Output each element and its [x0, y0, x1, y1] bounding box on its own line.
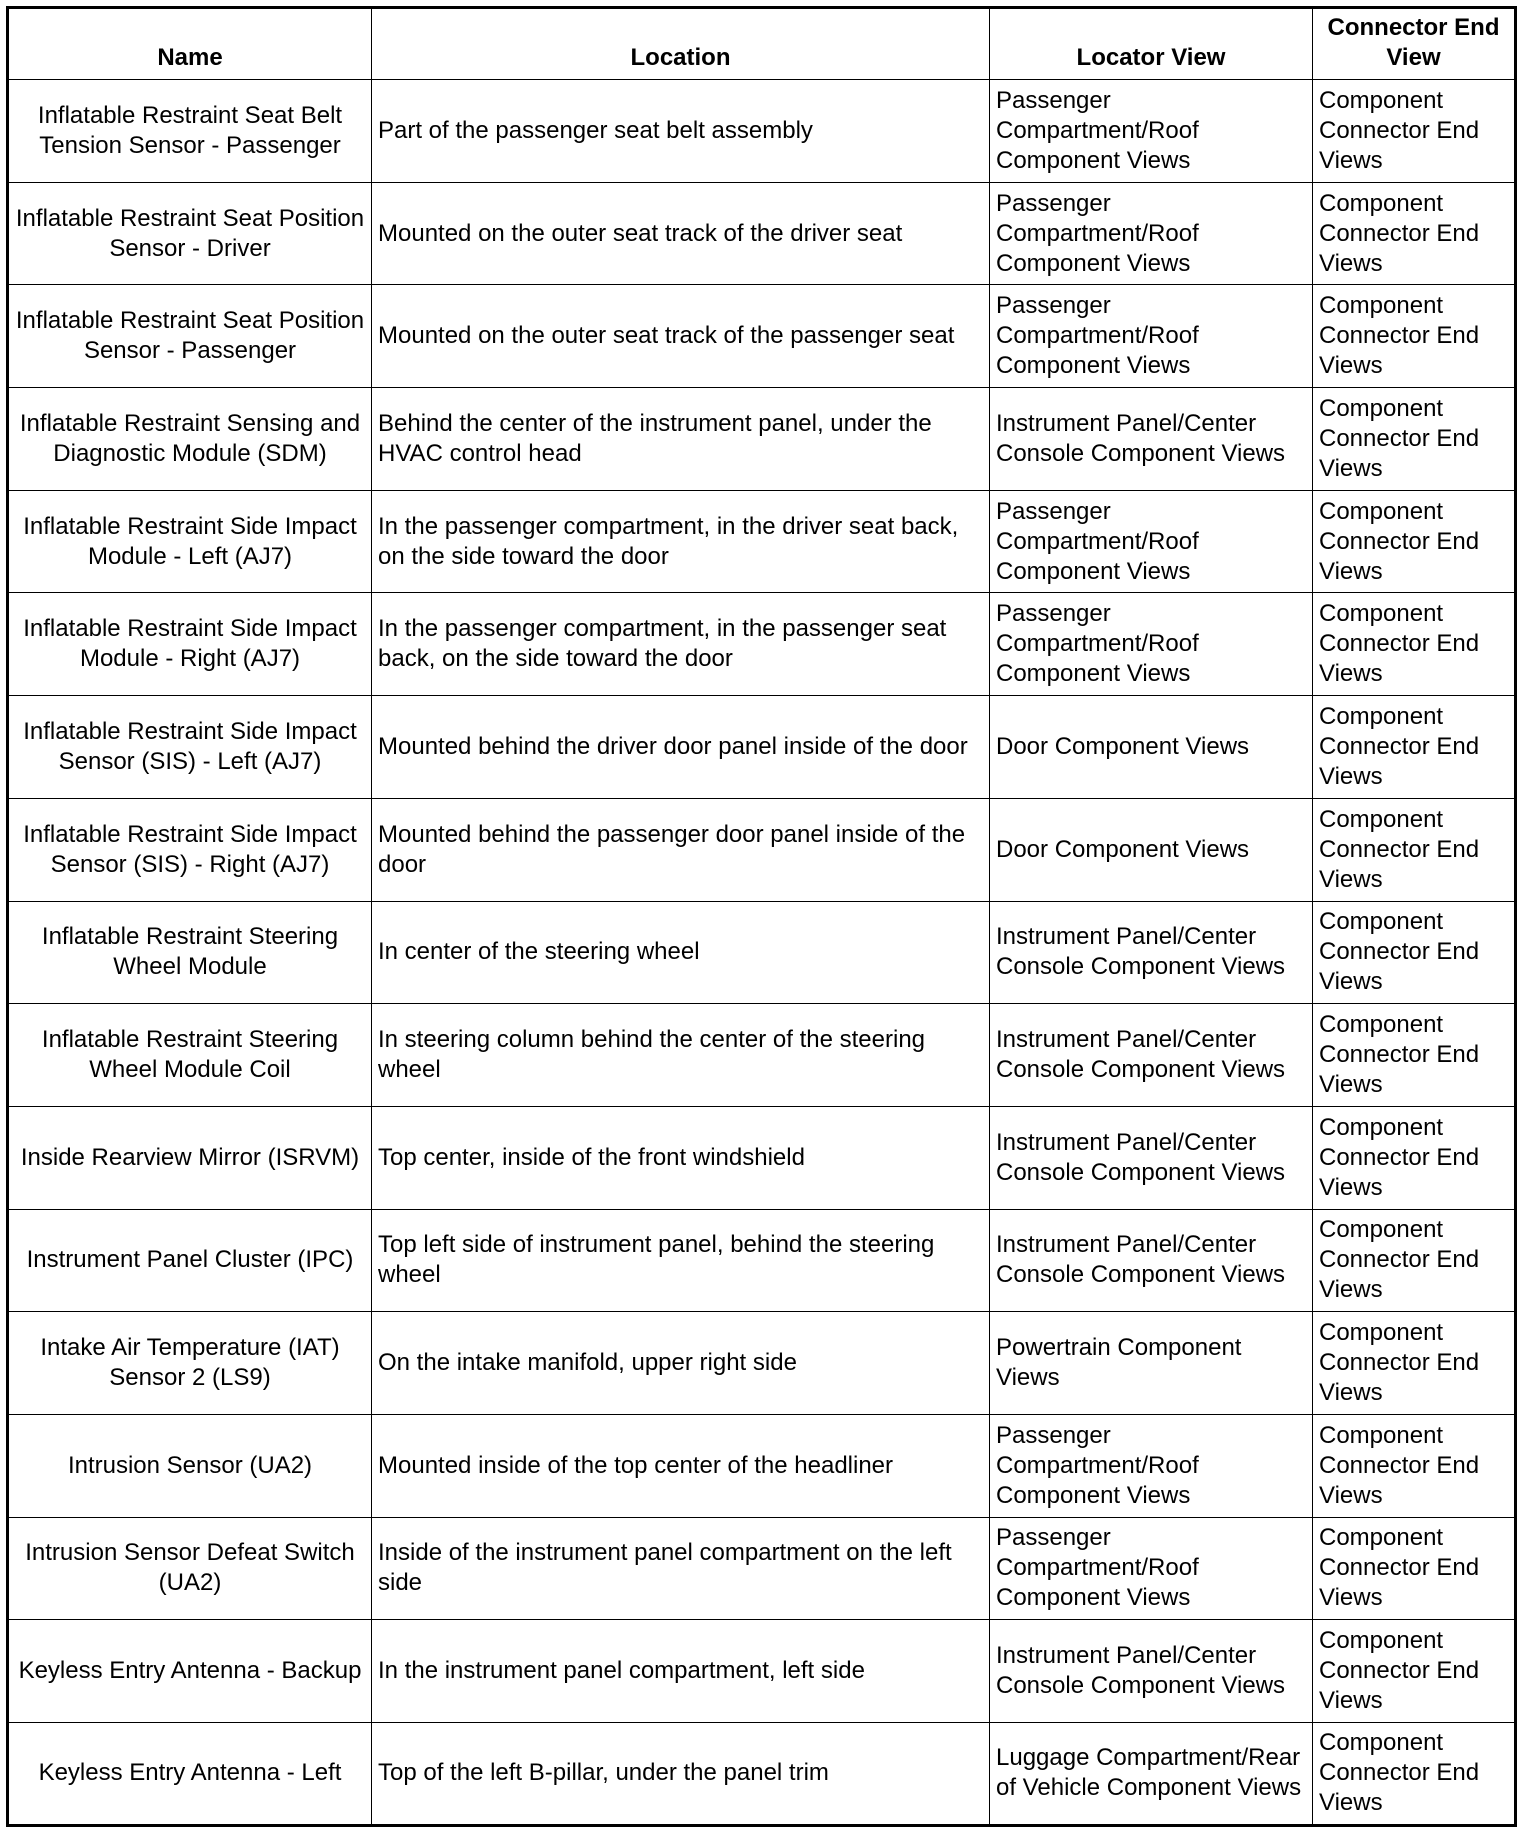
- component-name: Inflatable Restraint Steering Wheel Module: [8, 901, 372, 1004]
- table-row: [8, 1004, 1516, 1107]
- table-row: [8, 285, 1516, 388]
- component-location: Behind the center of the instrument panel, under the HVAC control head: [372, 388, 990, 491]
- component-location: In steering column behind the center of the steering wheel: [372, 1004, 990, 1107]
- header-location: Location: [372, 8, 990, 80]
- connector-end-view-link: Component Connector End Views: [1313, 1414, 1516, 1517]
- locator-view-link: Passenger Compartment/Roof Component Views: [990, 182, 1313, 285]
- component-location: Top left side of instrument panel, behind the steering wheel: [372, 1209, 990, 1312]
- component-name: Inflatable Restraint Sensing and Diagnostic Module (SDM): [8, 388, 372, 491]
- component-name: Instrument Panel Cluster (IPC): [8, 1209, 372, 1312]
- connector-end-view-link: Component Connector End Views: [1313, 1106, 1516, 1209]
- table-row: [8, 490, 1516, 593]
- connector-end-view-link: Component Connector End Views: [1313, 593, 1516, 696]
- header-name: Name: [8, 8, 372, 80]
- locator-view-link: Instrument Panel/Center Console Component Views: [990, 1106, 1313, 1209]
- table-row: [8, 1106, 1516, 1209]
- component-location: In center of the steering wheel: [372, 901, 990, 1004]
- component-name: Intake Air Temperature (IAT) Sensor 2 (LS9): [8, 1312, 372, 1415]
- table-body: [8, 80, 1516, 1826]
- table-row: [8, 1517, 1516, 1620]
- component-location-table: [6, 6, 1517, 1827]
- header-connector-end-view: Connector End View: [1313, 8, 1516, 80]
- component-location: Mounted inside of the top center of the headliner: [372, 1414, 990, 1517]
- table-row: [8, 80, 1516, 183]
- connector-end-view-link: Component Connector End Views: [1313, 182, 1516, 285]
- locator-view-link: Passenger Compartment/Roof Component Views: [990, 80, 1313, 183]
- table-row: [8, 593, 1516, 696]
- connector-end-view-link: Component Connector End Views: [1313, 1723, 1516, 1826]
- locator-view-link: Instrument Panel/Center Console Component Views: [990, 1209, 1313, 1312]
- header-row: [8, 8, 1516, 80]
- component-location: In the instrument panel compartment, left side: [372, 1620, 990, 1723]
- table-row: [8, 388, 1516, 491]
- component-name: Intrusion Sensor Defeat Switch (UA2): [8, 1517, 372, 1620]
- table-row: [8, 1620, 1516, 1723]
- component-location: Inside of the instrument panel compartment on the left side: [372, 1517, 990, 1620]
- component-location: Top of the left B-pillar, under the panel trim: [372, 1723, 990, 1826]
- table-row: [8, 182, 1516, 285]
- component-name: Keyless Entry Antenna - Backup: [8, 1620, 372, 1723]
- component-name: Inflatable Restraint Side Impact Module - Left (AJ7): [8, 490, 372, 593]
- connector-end-view-link: Component Connector End Views: [1313, 388, 1516, 491]
- locator-view-link: Door Component Views: [990, 696, 1313, 799]
- component-location: Mounted on the outer seat track of the passenger seat: [372, 285, 990, 388]
- component-name: Inflatable Restraint Seat Belt Tension Sensor - Passenger: [8, 80, 372, 183]
- component-name: Inside Rearview Mirror (ISRVM): [8, 1106, 372, 1209]
- connector-end-view-link: Component Connector End Views: [1313, 1209, 1516, 1312]
- locator-view-link: Instrument Panel/Center Console Component Views: [990, 901, 1313, 1004]
- component-location: Part of the passenger seat belt assembly: [372, 80, 990, 183]
- connector-end-view-link: Component Connector End Views: [1313, 1620, 1516, 1723]
- connector-end-view-link: Component Connector End Views: [1313, 1004, 1516, 1107]
- connector-end-view-link: Component Connector End Views: [1313, 490, 1516, 593]
- connector-end-view-link: Component Connector End Views: [1313, 80, 1516, 183]
- component-location: Mounted behind the driver door panel inside of the door: [372, 696, 990, 799]
- component-name: Intrusion Sensor (UA2): [8, 1414, 372, 1517]
- component-location: In the passenger compartment, in the driver seat back, on the side toward the door: [372, 490, 990, 593]
- table-row: [8, 1414, 1516, 1517]
- component-name: Inflatable Restraint Side Impact Sensor (SIS) - Right (AJ7): [8, 798, 372, 901]
- component-name: Inflatable Restraint Side Impact Module - Right (AJ7): [8, 593, 372, 696]
- table-row: [8, 1723, 1516, 1826]
- locator-view-link: Instrument Panel/Center Console Component Views: [990, 1004, 1313, 1107]
- component-name: Keyless Entry Antenna - Left: [8, 1723, 372, 1826]
- table-row: [8, 901, 1516, 1004]
- component-location: On the intake manifold, upper right side: [372, 1312, 990, 1415]
- table-row: [8, 798, 1516, 901]
- table-row: [8, 696, 1516, 799]
- connector-end-view-link: Component Connector End Views: [1313, 696, 1516, 799]
- locator-view-link: Passenger Compartment/Roof Component Views: [990, 285, 1313, 388]
- component-location: Top center, inside of the front windshield: [372, 1106, 990, 1209]
- connector-end-view-link: Component Connector End Views: [1313, 901, 1516, 1004]
- component-location: In the passenger compartment, in the passenger seat back, on the side toward the door: [372, 593, 990, 696]
- connector-end-view-link: Component Connector End Views: [1313, 1312, 1516, 1415]
- connector-end-view-link: Component Connector End Views: [1313, 285, 1516, 388]
- table-row: [8, 1209, 1516, 1312]
- locator-view-link: Passenger Compartment/Roof Component Views: [990, 1517, 1313, 1620]
- locator-view-link: Passenger Compartment/Roof Component Views: [990, 593, 1313, 696]
- locator-view-link: Instrument Panel/Center Console Component Views: [990, 388, 1313, 491]
- component-location: Mounted on the outer seat track of the driver seat: [372, 182, 990, 285]
- table-header: [8, 8, 1516, 80]
- locator-view-link: Luggage Compartment/Rear of Vehicle Component Views: [990, 1723, 1313, 1826]
- connector-end-view-link: Component Connector End Views: [1313, 798, 1516, 901]
- component-name: Inflatable Restraint Seat Position Sensor - Passenger: [8, 285, 372, 388]
- component-name: Inflatable Restraint Steering Wheel Module Coil: [8, 1004, 372, 1107]
- component-location: Mounted behind the passenger door panel inside of the door: [372, 798, 990, 901]
- component-name: Inflatable Restraint Seat Position Sensor - Driver: [8, 182, 372, 285]
- table-row: [8, 1312, 1516, 1415]
- locator-view-link: Door Component Views: [990, 798, 1313, 901]
- locator-view-link: Passenger Compartment/Roof Component Views: [990, 1414, 1313, 1517]
- connector-end-view-link: Component Connector End Views: [1313, 1517, 1516, 1620]
- locator-view-link: Instrument Panel/Center Console Component Views: [990, 1620, 1313, 1723]
- locator-view-link: Powertrain Component Views: [990, 1312, 1313, 1415]
- locator-view-link: Passenger Compartment/Roof Component Views: [990, 490, 1313, 593]
- component-name: Inflatable Restraint Side Impact Sensor (SIS) - Left (AJ7): [8, 696, 372, 799]
- header-locator-view: Locator View: [990, 8, 1313, 80]
